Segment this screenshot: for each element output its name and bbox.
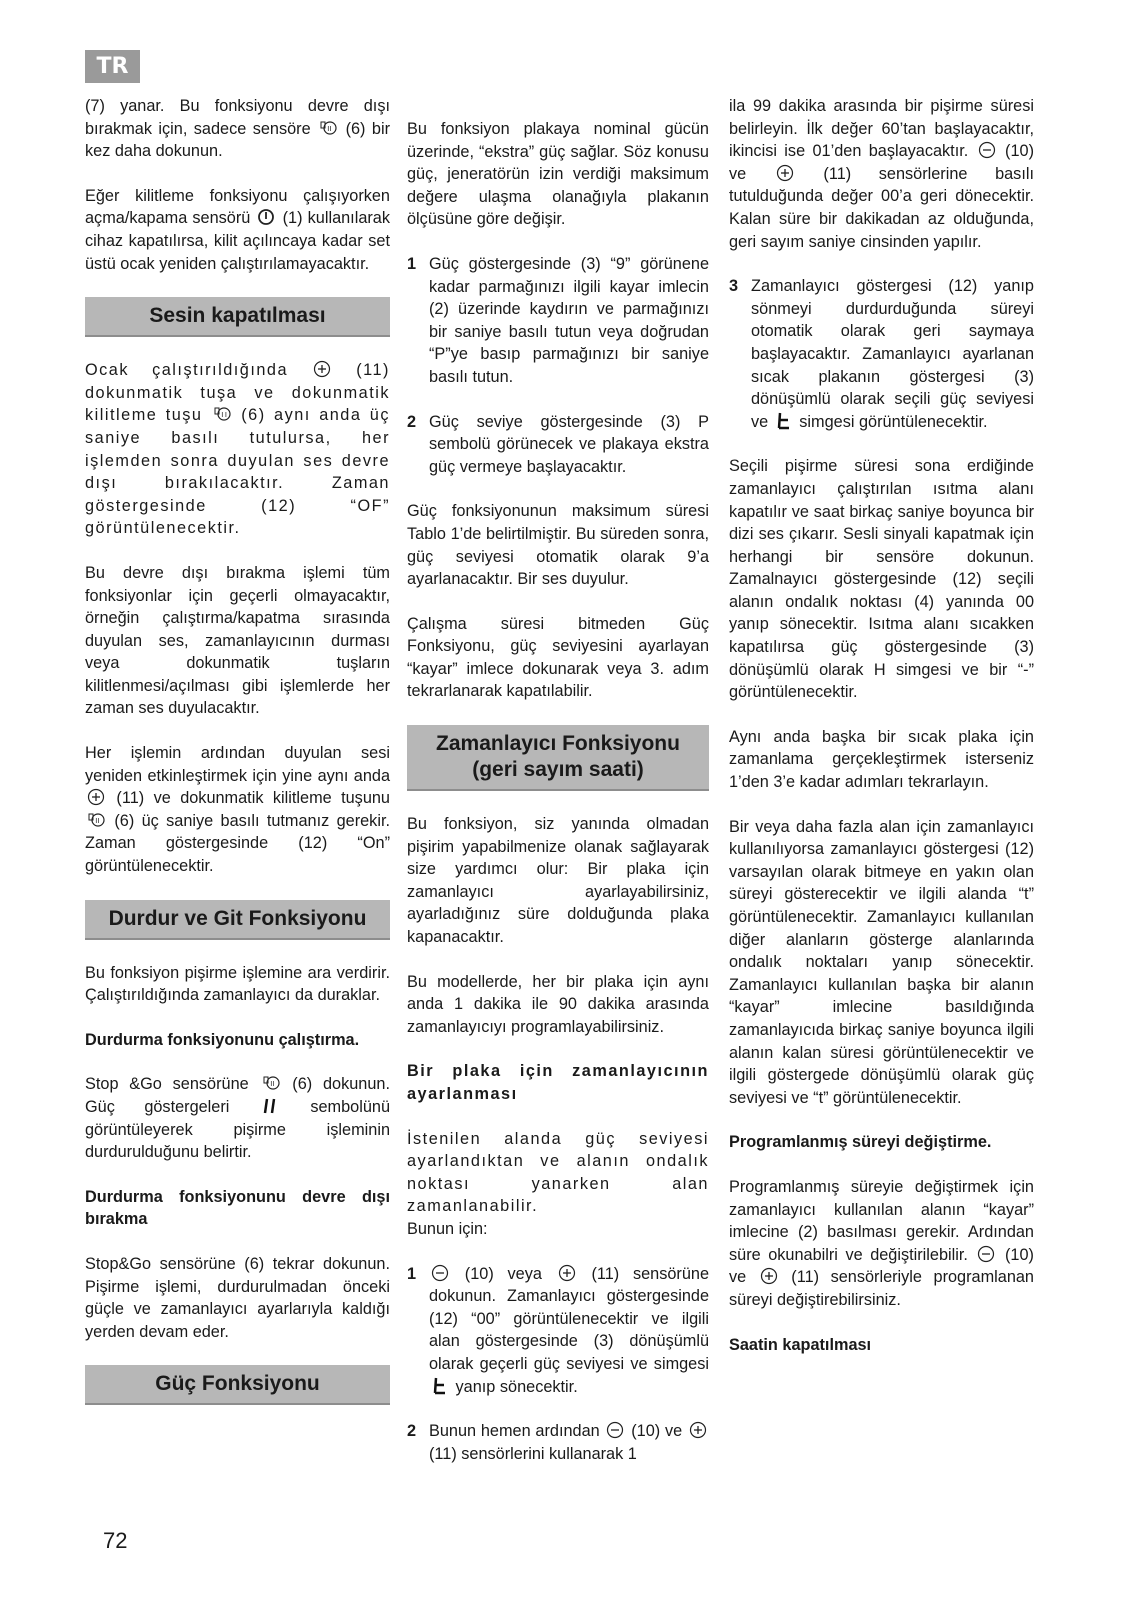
timer-t-icon (431, 1377, 449, 1395)
svg-text:II: II (327, 124, 332, 133)
paragraph: Her işlemin ardından duyulan sesi yeniden etkinleştirmek için yine aynı anda (11) ve dokunmatik kilitleme tuşunu II (6) üç saniye basılı tutmanız gerekir. Zaman göstergesinde (12) “On” görüntülenecektir. (85, 744, 390, 876)
paragraph: Güç fonksiyonunun maksimum süresi Tablo 1’de belirtilmiştir. Bu süreden sonra, güç seviyesi otomatik olarak 9’a ayarlanacaktır. Bir ses duyulur. (407, 502, 709, 589)
paragraph: Stop &Go sensörüne II (6) dokunun. Güç göstergeleri sembolünü görüntüleyerek pişirme işleminin durdurulduğunu belirtir. (85, 1075, 390, 1162)
paragraph: Bunun için: (407, 1219, 488, 1238)
lock-key-icon (213, 405, 231, 423)
paragraph: Bu fonksiyon plakaya nominal gücün üzerinde, “ekstra” güç sağlar. Söz konusu güç, jeneratörün izin verdiği maksimum değere ulaşma olanağıyla plakanın ölçüsüne göre değişir. (407, 120, 709, 229)
subheading: Bir plaka için zamanlayıcının ayarlanması (407, 1062, 709, 1103)
language-tab: TR (85, 50, 140, 83)
paragraph: Eğer kilitleme fonksiyonu çalışıyorken açma/kapama sensörü (1) kullanılarak cihaz kapatılırsa, kilit açılıncaya kadar set üstü ocak yeniden çalıştırılamayacaktır. (85, 186, 390, 273)
subheading: Programlanmış süreyi değiştirme. (729, 1133, 992, 1152)
paragraph: Aynı anda başka bir sıcak plaka için zamanlama gerçekleştirmek isterseniz 1’den 3’e kadar adımları tekrarlayın. (729, 727, 1034, 792)
paragraph: Seçili pişirme süresi sona erdiğinde zamanlayıcı çalıştırılan ısıtma alanı kapatılır ve saat birkaç saniye boyunca bir dizi ses çıkarır. Sesli sinyali kapatmak için herhangi bir sensöre dokunun. Zamalnayıcı göstergesinde (12) seçili alanın ondalık noktası (4) yanında 00 yanıp sönecektir. Isıtma alanı sıcakken kapatılırsa güç göstergesinde (3) dönüşümlü olarak H simgesi ve bir “-” görüntülenecektir. (729, 457, 1034, 702)
section-heading-stop-go: Durdur ve Git Fonksiyonu (85, 900, 390, 940)
section-heading-mute: Sesin kapatılması (85, 297, 390, 337)
paragraph: Bu fonksiyon pişirme işlemine ara verdirir. Çalıştırıldığında zamanlayıcı da duraklar. (85, 963, 390, 1005)
lock-key-icon (319, 119, 337, 137)
subheading: Durdurma fonksiyonunu çalıştırma. (85, 1030, 360, 1049)
lock-key-icon (87, 811, 105, 829)
column-left (85, 95, 390, 1427)
section-heading-power: Güç Fonksiyonu (85, 1365, 390, 1405)
lock-key-icon (262, 1074, 280, 1092)
minus-icon (606, 1421, 624, 1439)
subheading: Durdurma fonksiyonunu devre dışı bırakma (85, 1187, 390, 1229)
list-item: 2 Güç seviye göstergesinde (3) P sembolü görünecek ve plakaya ekstra güç vermeye başlayacaktır. (407, 412, 709, 476)
paragraph: Bu devre dışı bırakma işlemi tüm fonksiyonlar için geçerli olmayacaktır, örneğin çalıştırma/kapatma sırasında duyulan ses, zamanlayıcının durması veya dokunmatik tuşların kilitlenmesi/açılması gibi işlemlerde her zaman ses duyulacaktır. (85, 563, 390, 718)
plus-icon (760, 1267, 778, 1285)
paragraph: Ocak çalıştırıldığında (11) dokunmatik tuşa ve dokunmatik kilitleme tuşu II (6) aynı anda üç saniye basılı tutulursa, her işlemden sonra duyulan ses devre dışı bırakılacaktır. Zaman göstergesinde (12) “OF” görüntülenecektir. (85, 361, 390, 538)
timer-t-icon (775, 412, 793, 430)
plus-icon (558, 1264, 576, 1282)
paragraph: Bu modellerde, her bir plaka için aynı anda 1 dakika ile 90 dakika arasında zamanlayıcıyı programlayabilirsiniz. (407, 972, 709, 1036)
paragraph: Programlanmış süreyie değiştirmek için zamanlayıcı kullanılan alanın “kayar” imlecine (2) basılması gerekir. Ardından süre okunabilri ve değiştirilebilir. (10) ve (11) sensörleriyle programlanan süreyi değiştirebilirsiniz. (729, 1177, 1034, 1309)
svg-text:II: II (95, 816, 100, 825)
svg-text:II: II (221, 411, 229, 420)
column-right (729, 95, 1034, 1378)
svg-text:II: II (269, 1080, 274, 1089)
section-heading-timer: Zamanlayıcı Fonksiyonu (geri sayım saati) (407, 725, 709, 791)
minus-icon (978, 141, 996, 159)
paragraph: ila 99 dakika arasında bir pişirme süresi belirleyin. İlk değer 60’tan başlayacaktır, ikincisi ise 01’den başlayacaktır. (10) ve (11) sensörlerine basılı tutulduğunda değer 00’a geri dönecektir. Kalan süre bir dakikadan az olduğunda, geri sayım saniye cinsinden yapılır. (729, 97, 1034, 251)
list-item: 1 (10) veya (11) sensörüne dokunun. Zamanlayıcı göstergesinde (12) “00” görüntülenecektir ve ilgili alan göstergesinde (3) dönüşümlü olarak geçerli güç seviyesi ve simgesi yanıp sönecektir. (407, 1264, 710, 1396)
plus-icon (689, 1421, 707, 1439)
plus-icon (313, 360, 331, 378)
minus-icon (977, 1245, 995, 1263)
paragraph: Çalışma süresi bitmeden Güç Fonksiyonu, güç seviyesini ayarlayan “kayar” imlece dokunarak veya 3. adım tekrarlanarak kapatılabilir. (407, 614, 709, 701)
pause-segment-icon (261, 1097, 279, 1115)
paragraph: (7) yanar. Bu fonksiyonu devre dışı bırakmak için, sadece sensöre II (6) bir kez daha dokunun. (85, 97, 390, 161)
page-number: 72 (103, 1528, 128, 1553)
list-item: 2 Bunun hemen ardından (10) ve (11) sensörlerini kullanarak 1 (407, 1420, 709, 1465)
plus-icon (87, 788, 105, 806)
paragraph: Bir veya daha fazla alan için zamanlayıcı kullanılıyorsa zamanlayıcı göstergesi (12) varsayılan olarak bitmeye en yakın olan süreyi gösterecektir ve ilgili alanda “t” görüntülenecektir. Zamanlayıcı kullanılan diğer alanların gösterge alanlarında ondalık noktaları yanıp sönecektir. Zamanlayıcı kullanılan başka bir alanın “kayar” imlecine basıldığında zamanlayıcıda birkaç saniye boyunca ilgili alanın kalan süresi görüntülenecektir ve ilgili göstergede dönüşümlü olarak güç seviyesi ve “t” görüntülenecektir. (729, 817, 1034, 1107)
paragraph: Bu fonksiyon, siz yanında olmadan pişirim yapabilmenize olanak sağlayarak size yardımcı olur: Bir plaka için zamanlayıcı ayarlayabilirsiniz, ayarladığınız süre dolduğunda plaka kapanacaktır. (407, 815, 709, 947)
subheading: Saatin kapatılması (729, 1335, 872, 1354)
list-item: 3 Zamanlayıcı göstergesi (12) yanıp sönmeyi durdurduğunda süreyi otomatik olarak geri saymaya başlayacaktır. Zamanlayıcı ayarlanan sıcak plakanın göstergesi (3) dönüşümlü olarak seçili güç seviyesi ve simgesi görüntülenecektir. (729, 277, 1034, 431)
paragraph: Stop&Go sensörüne (6) tekrar dokunun. Pişirme işlemi, durdurulmadan önceki güçle ve zamanlayıcı ayarlarıyla kaldığı yerden devam eder. (85, 1254, 390, 1341)
plus-icon (776, 164, 794, 182)
column-middle (407, 118, 709, 1487)
paragraph: İstenilen alanda güç seviyesi ayarlandıktan ve alanın ondalık noktası yanarken alan zamanlanabilir. (407, 1129, 709, 1216)
power-icon (257, 208, 275, 226)
list-item: 1 Güç göstergesinde (3) “9” görünene kadar parmağınızı ilgili kayar imlecin (2) üzerinde kaydırın ve parmağınızı bir saniye basılı tutun veya doğrudan “P”ye basıp parmağınızı bir saniye basılı tutun. (407, 254, 709, 386)
minus-icon (431, 1264, 449, 1282)
